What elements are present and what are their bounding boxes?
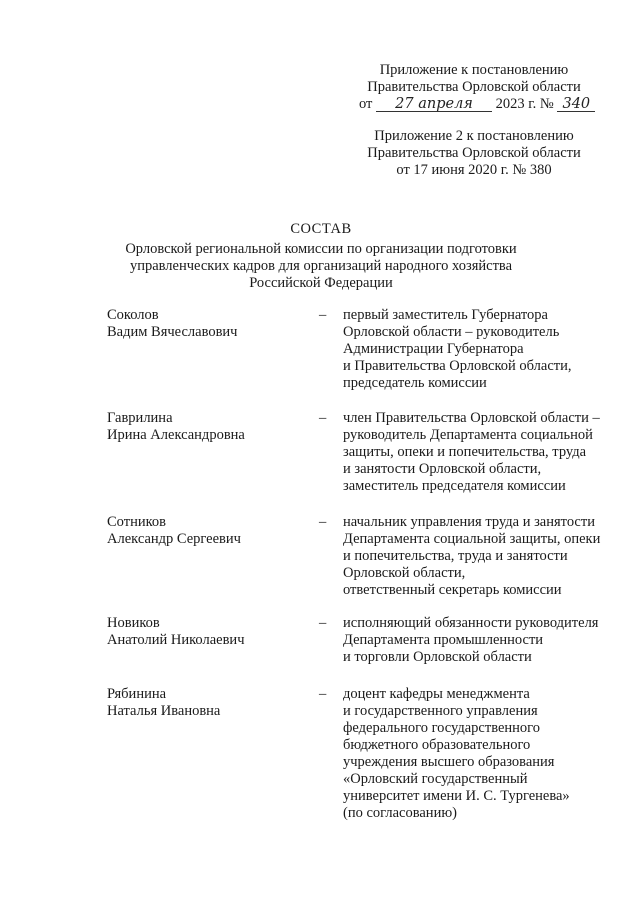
member-dash: – bbox=[319, 686, 327, 702]
member-given-names: Александр Сергеевич bbox=[107, 531, 241, 547]
role-line: Орловской области, bbox=[343, 565, 466, 581]
appendix-date-line bbox=[340, 96, 608, 113]
member-surname: Новиков bbox=[107, 615, 160, 631]
role-line: университет имени И. С. Тургенева» bbox=[343, 788, 570, 804]
member-role bbox=[343, 686, 623, 822]
role-line: председатель комиссии bbox=[343, 375, 487, 391]
member-given-names: Наталья Ивановна bbox=[107, 703, 221, 719]
role-line: исполняющий обязанности руководителя bbox=[343, 615, 599, 631]
appendix2-line-3: от 17 июня 2020 г. № 380 bbox=[396, 162, 552, 178]
role-line: федерального государственного bbox=[343, 720, 541, 736]
member-role bbox=[343, 307, 623, 392]
role-line: Орловской области – руководитель bbox=[343, 324, 560, 340]
appendix-header-previous bbox=[340, 128, 608, 179]
member-surname: Сотников bbox=[107, 514, 166, 530]
role-line: учреждения высшего образования bbox=[343, 754, 555, 770]
member-given-names: Вадим Вячеславович bbox=[107, 324, 238, 340]
year-number-text: 2023 г. № bbox=[495, 96, 554, 112]
member-role bbox=[343, 514, 623, 599]
role-line: первый заместитель Губернатора bbox=[343, 307, 548, 323]
role-line: Департамента социальной защиты, опеки bbox=[343, 531, 601, 547]
appendix-line-1: Приложение к постановлению bbox=[379, 62, 569, 78]
role-line: защиты, опеки и попечительства, труда bbox=[343, 444, 587, 460]
role-line: (по согласованию) bbox=[343, 805, 457, 821]
title-sub-3: Российской Федерации bbox=[249, 275, 393, 291]
member-surname: Рябинина bbox=[107, 686, 167, 702]
appendix-header-current bbox=[340, 62, 608, 113]
date-prefix: от bbox=[359, 96, 373, 112]
role-line: бюджетного образовательного bbox=[343, 737, 531, 753]
title-sub-2: управленческих кадров для организаций народного хозяйства bbox=[129, 258, 513, 274]
title-sub-1: Орловской региональной комиссии по организации подготовки bbox=[125, 241, 517, 257]
role-line: и государственного управления bbox=[343, 703, 538, 719]
member-dash: – bbox=[319, 615, 327, 631]
member-given-names: Анатолий Николаевич bbox=[107, 632, 245, 648]
handwritten-number: 340 bbox=[562, 96, 591, 112]
role-line: заместитель председателя комиссии bbox=[343, 478, 566, 494]
member-name bbox=[107, 514, 307, 548]
member-dash: – bbox=[319, 307, 327, 323]
role-line: руководитель Департамента социальной bbox=[343, 427, 593, 443]
role-line: и Правительства Орловской области, bbox=[343, 358, 572, 374]
date-field bbox=[376, 96, 492, 113]
member-name bbox=[107, 307, 307, 341]
appendix2-line-1: Приложение 2 к постановлению bbox=[374, 128, 574, 144]
member-surname: Гаврилина bbox=[107, 410, 173, 426]
role-line: Департамента промышленности bbox=[343, 632, 544, 648]
handwritten-date: 27 апреля bbox=[395, 96, 473, 112]
role-line: и торговли Орловской области bbox=[343, 649, 532, 665]
member-name bbox=[107, 686, 307, 720]
role-line: член Правительства Орловской области – bbox=[343, 410, 600, 426]
document-title bbox=[60, 221, 582, 292]
member-role bbox=[343, 410, 623, 495]
role-line: и попечительства, труда и занятости bbox=[343, 548, 568, 564]
member-dash: – bbox=[319, 410, 327, 426]
role-line: Администрации Губернатора bbox=[343, 341, 524, 357]
member-name bbox=[107, 615, 307, 649]
number-field bbox=[557, 96, 595, 113]
role-line: и занятости Орловской области, bbox=[343, 461, 542, 477]
role-line: начальник управления труда и занятости bbox=[343, 514, 595, 530]
appendix2-line-2: Правительства Орловской области bbox=[367, 145, 581, 161]
member-given-names: Ирина Александровна bbox=[107, 427, 245, 443]
title-main: СОСТАВ bbox=[290, 221, 352, 237]
member-surname: Соколов bbox=[107, 307, 159, 323]
role-line: доцент кафедры менеджмента bbox=[343, 686, 530, 702]
role-line: «Орловский государственный bbox=[343, 771, 528, 787]
member-name bbox=[107, 410, 307, 444]
appendix-line-2: Правительства Орловской области bbox=[367, 79, 581, 95]
member-role bbox=[343, 615, 623, 666]
member-dash: – bbox=[319, 514, 327, 530]
role-line: ответственный секретарь комиссии bbox=[343, 582, 562, 598]
